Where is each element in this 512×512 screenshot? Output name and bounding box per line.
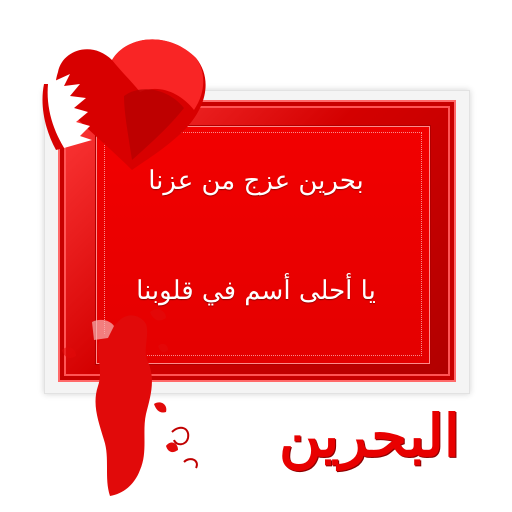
heart-ribbon-icon: [43, 39, 206, 170]
greeting-line-2: يا أحلى أسم في قلوبنا: [136, 276, 376, 306]
bahrain-title: البحرين: [278, 402, 460, 470]
bahrain-map-icon: [62, 309, 178, 496]
greeting-line-1: بحرين عزج من عزنا: [148, 166, 364, 196]
